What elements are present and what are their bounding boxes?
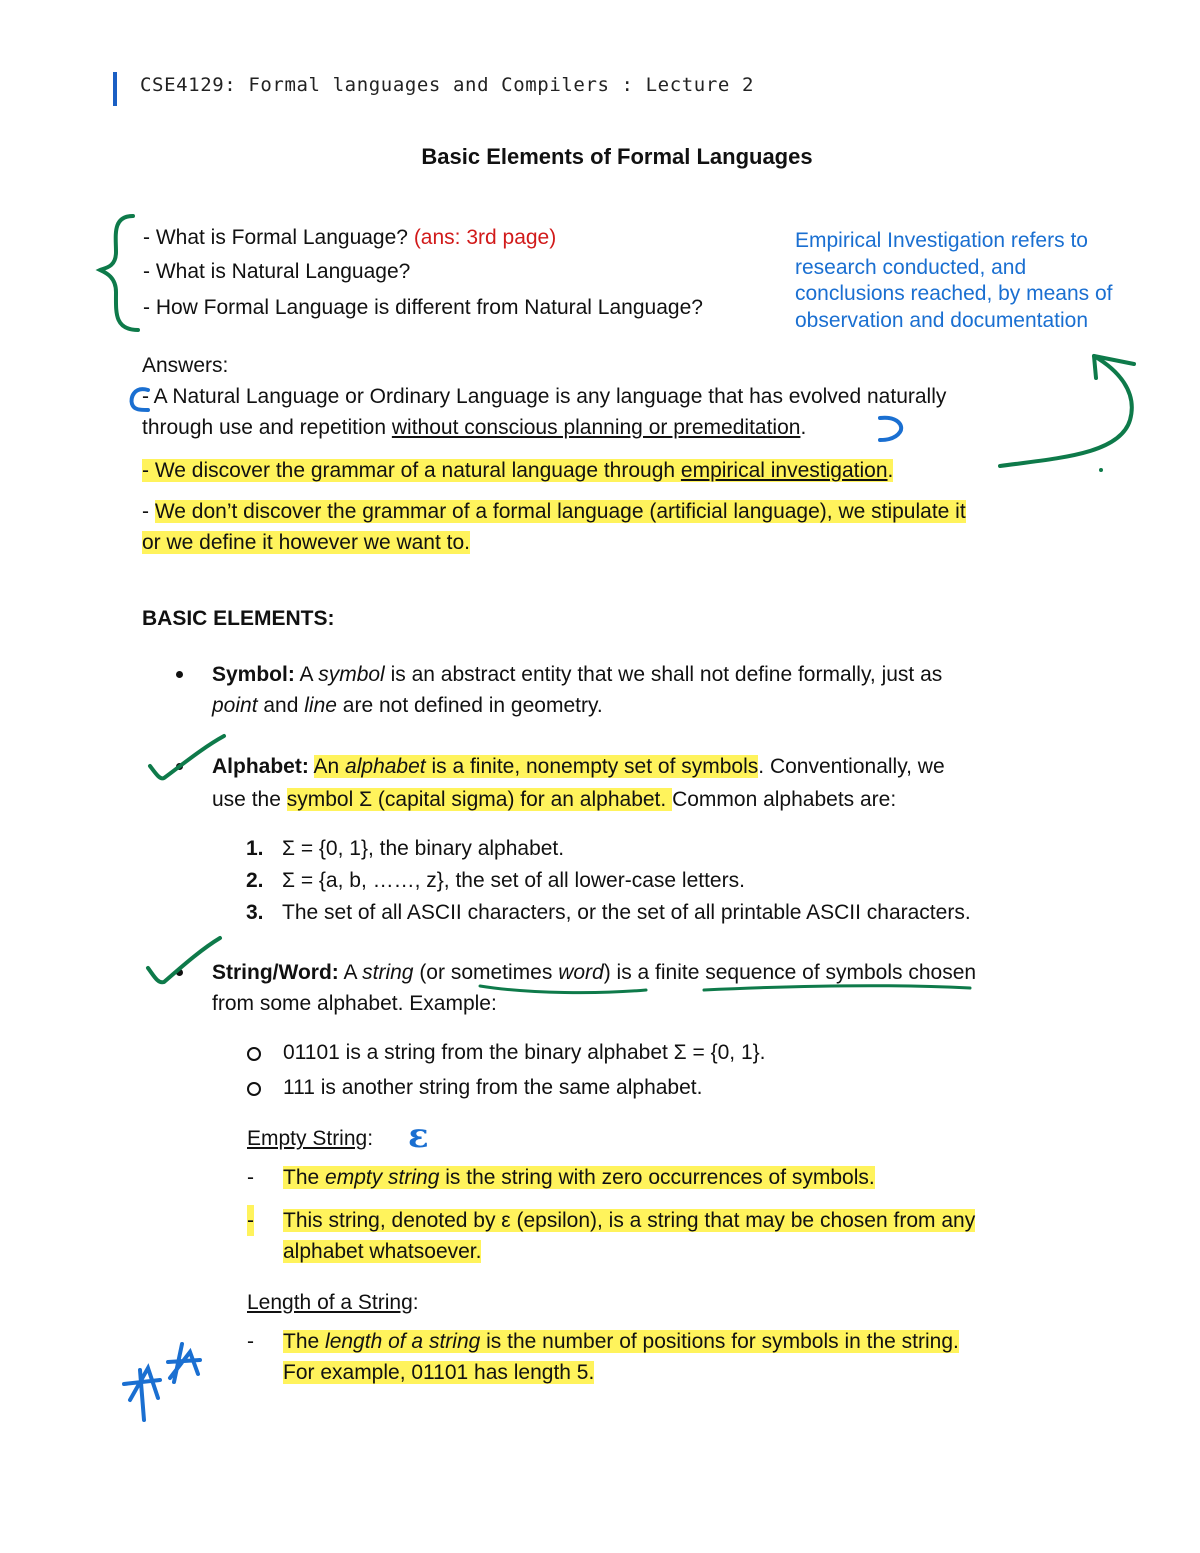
answer-3-part-1: We don’t discover the grammar of a formal language (artificial language), xyxy=(154,500,839,523)
alphabet-line-2 xyxy=(212,784,896,815)
empirical-note-line-4: observation and documentation xyxy=(795,308,1089,332)
answer-1-underlined: without conscious planning or premeditation xyxy=(391,416,801,439)
length-heading-text: Length of a String xyxy=(247,1291,413,1314)
ans-note: (ans: 3rd page) xyxy=(413,226,557,249)
length-def-line-2 xyxy=(283,1357,594,1388)
question-1-text: - What is Formal Language? xyxy=(143,226,408,249)
alphabet-item-2-text: Σ = {a, b, ……, z}, the set of all lower-case letters. xyxy=(282,869,745,892)
symbol-label: Symbol: xyxy=(212,663,295,686)
answer-3-dash: - xyxy=(142,500,155,523)
alphabet-item-3 xyxy=(246,897,971,928)
blue-star-large-icon xyxy=(124,1368,160,1420)
blue-star-small-icon xyxy=(168,1344,200,1382)
answer-2-highlight xyxy=(142,459,893,482)
bullet-symbol xyxy=(176,671,183,678)
answer-1-line-1: - A Natural Language or Ordinary Language is any language that has evolved naturally xyxy=(142,385,947,408)
answer-3-line-2 xyxy=(142,527,470,558)
alphabet-item-1 xyxy=(246,833,564,864)
page-title: Basic Elements of Formal Languages xyxy=(421,144,813,169)
length-term: length of a string xyxy=(325,1330,481,1353)
length-def-line-1 xyxy=(283,1326,959,1357)
alphabet-item-2 xyxy=(246,865,745,896)
symbol-a: A xyxy=(294,663,319,686)
symbol-term: symbol xyxy=(318,663,385,686)
sub-bullet-1 xyxy=(247,1047,261,1061)
alphabet-b: is a finite, nonempty set of symbols xyxy=(425,755,759,778)
string-b: (or sometimes xyxy=(413,961,559,984)
alphabet-l2-highlight: symbol Σ (capital sigma) for an alphabet. xyxy=(286,788,673,811)
bullet-alphabet xyxy=(176,763,183,770)
empirical-note-line-3: conclusions reached, by means of xyxy=(795,282,1113,305)
empty-2-l1: This string, denoted by ε (epsilon), is a string that may be chosen from any xyxy=(283,1209,976,1232)
alphabet-a: An xyxy=(313,755,346,778)
alphabet-item-3-text: The set of all ASCII characters, or the set of all printable ASCII characters. xyxy=(282,901,971,924)
empty-1-highlight xyxy=(283,1166,875,1189)
answers-heading: Answers: xyxy=(142,354,229,377)
alphabet-item-3-num: 3. xyxy=(246,901,264,924)
question-1 xyxy=(143,222,556,253)
empty-string-colon: : xyxy=(367,1127,374,1150)
empty-string-heading xyxy=(247,1123,373,1154)
empty-dash-1: - xyxy=(247,1166,254,1189)
symbol-line-2 xyxy=(212,690,603,721)
answer-1-line-2 xyxy=(142,412,806,443)
string-a: A xyxy=(338,961,363,984)
answer-3-line-2-text: or we define it however we want to. xyxy=(142,531,471,554)
alphabet-item-1-num: 1. xyxy=(246,837,264,860)
answer-3-part-2: we stipulate it xyxy=(838,500,966,523)
question-3: - How Formal Language is different from Natural Language? xyxy=(143,296,703,319)
answer-3-line-1 xyxy=(142,496,966,527)
empirical-note-line-2: research conducted, and xyxy=(795,255,1027,279)
string-c: ) is a finite sequence of symbols chosen xyxy=(603,961,977,984)
answer-1-line-2-start: through use and repetition xyxy=(142,416,392,439)
string-line-2: from some alphabet. Example: xyxy=(212,992,497,1015)
alphabet-l2-a: use the xyxy=(212,788,287,811)
question-2: - What is Natural Language? xyxy=(143,260,411,283)
green-brace-icon xyxy=(100,216,138,330)
alphabet-highlight xyxy=(314,755,759,778)
alphabet-item-2-num: 2. xyxy=(246,869,264,892)
symbol-b: is an abstract entity that we shall not define formally, just as xyxy=(384,663,943,686)
string-term-word: word xyxy=(558,961,604,984)
alphabet-l2-c: Common alphabets are: xyxy=(672,788,897,811)
alphabet-line-1 xyxy=(212,751,945,782)
symbol-l2-mid: and xyxy=(257,694,305,717)
answer-2-end: . xyxy=(887,459,894,482)
course-header: CSE4129: Formal languages and Compilers : Lecture 2 xyxy=(140,74,754,96)
empirical-note-line-1: Empirical Investigation refers to xyxy=(795,229,1088,252)
symbol-term-line: line xyxy=(304,694,337,717)
length-b: is the number of positions for symbols in the string. xyxy=(480,1330,959,1353)
string-example-2: 111 is another string from the same alphabet. xyxy=(283,1076,703,1099)
answer-2 xyxy=(142,455,893,486)
empty-1-term: empty string xyxy=(325,1166,440,1189)
empty-string-def-1 xyxy=(283,1162,875,1193)
header-accent-bar xyxy=(113,72,117,106)
empty-dash-2: - xyxy=(247,1205,254,1236)
empty-2-l2: alphabet whatsoever. xyxy=(283,1240,482,1263)
empirical-note xyxy=(795,228,1113,334)
alphabet-c: . Conventionally, we xyxy=(758,755,945,778)
empty-string-def-2-line-1 xyxy=(283,1205,975,1236)
green-dot-icon xyxy=(1099,468,1103,472)
empty-string-def-2-line-2 xyxy=(283,1236,481,1267)
epsilon-handwritten: ε xyxy=(408,1116,429,1156)
symbol-l2-end: are not defined in geometry. xyxy=(336,694,603,717)
string-term: string xyxy=(362,961,414,984)
length-dash: - xyxy=(247,1330,254,1353)
alphabet-term: alphabet xyxy=(345,755,426,778)
answer-2-underlined: empirical investigation xyxy=(680,459,888,482)
string-example-1: 01101 is a string from the binary alphabet Σ = {0, 1}. xyxy=(283,1041,766,1064)
blue-close-bracket-icon xyxy=(880,418,901,440)
length-a: The xyxy=(283,1330,326,1353)
symbol-line-1 xyxy=(212,659,942,690)
alphabet-label: Alphabet: xyxy=(212,755,309,778)
empty-1-a: The xyxy=(283,1166,326,1189)
green-arrow-icon xyxy=(1000,356,1132,466)
green-checkmark-string-icon xyxy=(148,938,220,982)
empty-string-heading-text: Empty String xyxy=(247,1127,368,1150)
answer-1-line-2-end: . xyxy=(800,416,807,439)
string-label: String/Word: xyxy=(212,961,339,984)
length-highlight xyxy=(283,1330,959,1353)
alphabet-item-1-text: Σ = {0, 1}, the binary alphabet. xyxy=(282,837,565,860)
sub-bullet-2 xyxy=(247,1082,261,1096)
empty-1-b: is the string with zero occurrences of symbols. xyxy=(439,1166,875,1189)
length-heading xyxy=(247,1287,419,1318)
answer-2-start: - We discover the grammar of a natural language through xyxy=(142,459,681,482)
basic-elements-heading: BASIC ELEMENTS: xyxy=(142,607,335,630)
string-line-1 xyxy=(212,957,976,988)
bullet-string xyxy=(176,969,183,976)
green-arrowhead-icon xyxy=(1094,356,1134,378)
length-l2: For example, 01101 has length 5. xyxy=(283,1361,595,1384)
length-colon: : xyxy=(412,1291,419,1314)
symbol-term-point: point xyxy=(212,694,258,717)
